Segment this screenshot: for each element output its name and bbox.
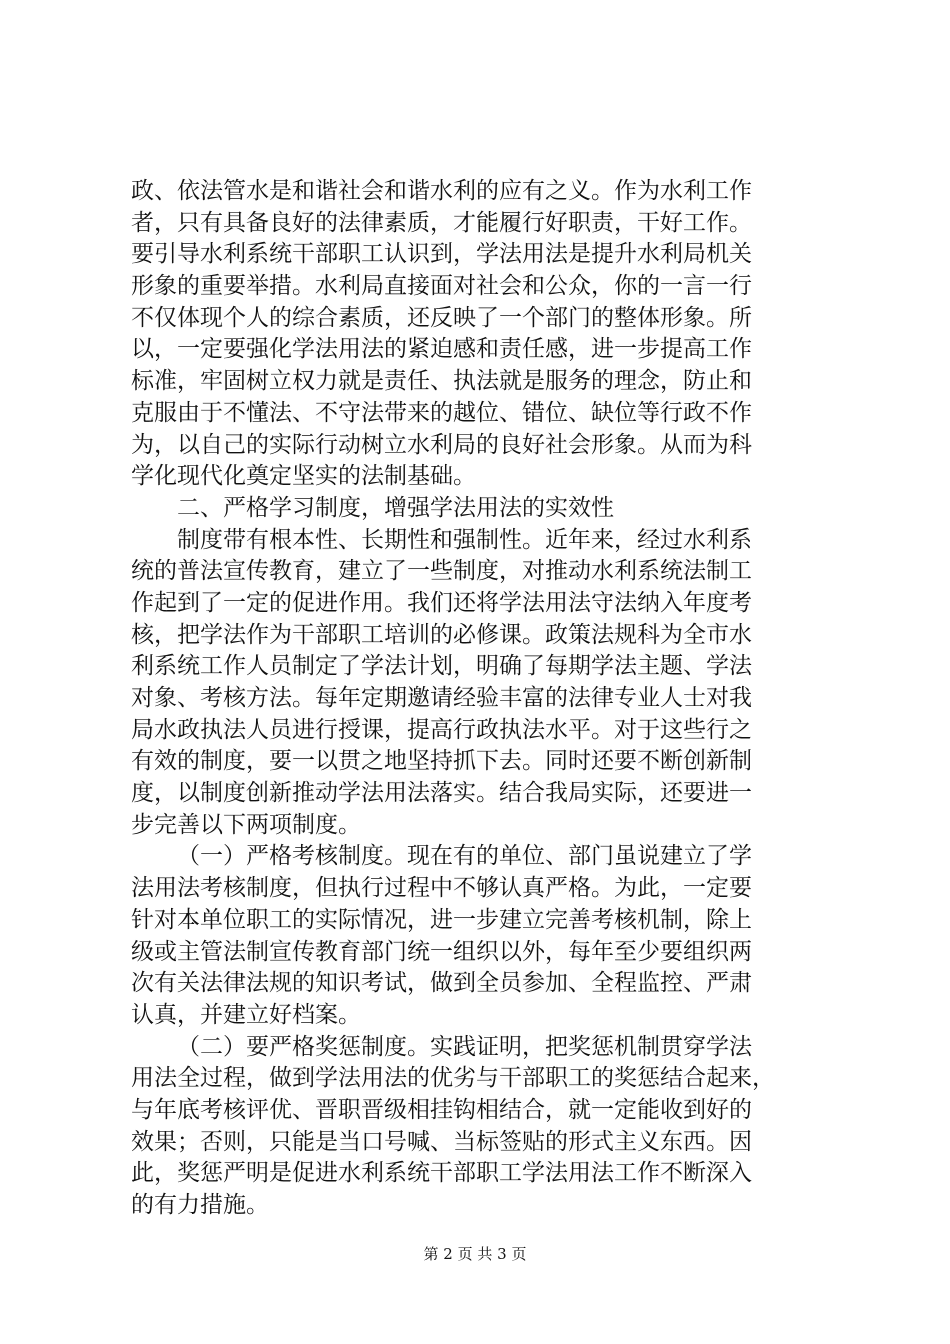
text-line: 学化现代化奠定坚实的法制基础。 <box>131 463 476 490</box>
text-line: 形象的重要举措。水利局直接面对社会和公众，你的一言一行 <box>131 273 752 300</box>
text-line: 步完善以下两项制度。 <box>131 811 361 838</box>
document-body <box>131 176 831 1222</box>
text-line: 政、依法管水是和谐社会和谐水利的应有之义。作为水利工作 <box>131 178 752 204</box>
text-line: 为，以自己的实际行动树立水利局的良好社会形象。从而为科 <box>131 431 752 458</box>
text-line: 认真，并建立好档案。 <box>131 1001 361 1028</box>
text-line: 克服由于不懂法、不守法带来的越位、错位、缺位等行政不作 <box>131 399 752 426</box>
text-line: 效果；否则，只能是当口号喊、当标签贴的形式主义东西。因 <box>131 1128 752 1155</box>
text-line: 利系统工作人员制定了学法计划，明确了每期学法主题、学法 <box>131 653 752 680</box>
text-line: 二、严格学习制度，增强学法用法的实效性 <box>177 494 614 521</box>
text-line: 有效的制度，要一以贯之地坚持抓下去。同时还要不断创新制 <box>131 748 752 775</box>
text-line: 法用法考核制度，但执行过程中不够认真严格。为此，一定要 <box>131 875 752 902</box>
text-line: 统的普法宣传教育，建立了一些制度，对推动水利系统法制工 <box>131 558 752 585</box>
page-number: 第 2 页 共 3 页 <box>423 1245 527 1263</box>
text-line: 次有关法律法规的知识考试，做到全员参加、全程监控、严肃 <box>131 970 752 997</box>
text-line: 此，奖惩严明是促进水利系统干部职工学法用法工作不断深入 <box>131 1160 752 1187</box>
text-line: 标准，牢固树立权力就是责任、执法就是服务的理念，防止和 <box>131 368 752 395</box>
text-line: 作起到了一定的促进作用。我们还将学法用法守法纳入年度考 <box>131 589 752 616</box>
text-line: 针对本单位职工的实际情况，进一步建立完善考核机制，除上 <box>131 906 752 933</box>
text-line: 对象、考核方法。每年定期邀请经验丰富的法律专业人士对我 <box>131 685 752 711</box>
text-line: 不仅体现个人的综合素质，还反映了一个部门的整体形象。所 <box>131 304 752 331</box>
text-line: 与年底考核评优、晋职晋级相挂钩相结合，就一定能收到好的 <box>131 1096 752 1123</box>
text-line: 用法全过程，做到学法用法的优劣与干部职工的奖惩结合起来， <box>131 1065 775 1092</box>
text-line: （二）要严格奖惩制度。实践证明，把奖惩机制贯穿学法 <box>177 1033 752 1060</box>
text-line: 者，只有具备良好的法律素质，才能履行好职责，干好工作。 <box>131 209 752 236</box>
text-line: 度，以制度创新推动学法用法落实。结合我局实际，还要进一 <box>131 780 752 807</box>
text-line: 核，把学法作为干部职工培训的必修课。政策法规科为全市水 <box>131 621 752 648</box>
text-line: 的有力措施。 <box>131 1192 269 1218</box>
text-line: （一）严格考核制度。现在有的单位、部门虽说建立了学 <box>177 843 752 870</box>
text-line: 以，一定要强化学法用法的紧迫感和责任感，进一步提高工作 <box>131 336 752 363</box>
text-line: 局水政执法人员进行授课，提高行政执法水平。对于这些行之 <box>131 716 752 743</box>
text-line: 制度带有根本性、长期性和强制性。近年来，经过水利系 <box>177 526 752 553</box>
text-line: 级或主管法制宣传教育部门统一组织以外，每年至少要组织两 <box>131 938 752 965</box>
text-line: 要引导水利系统干部职工认识到，学法用法是提升水利局机关 <box>131 241 752 268</box>
